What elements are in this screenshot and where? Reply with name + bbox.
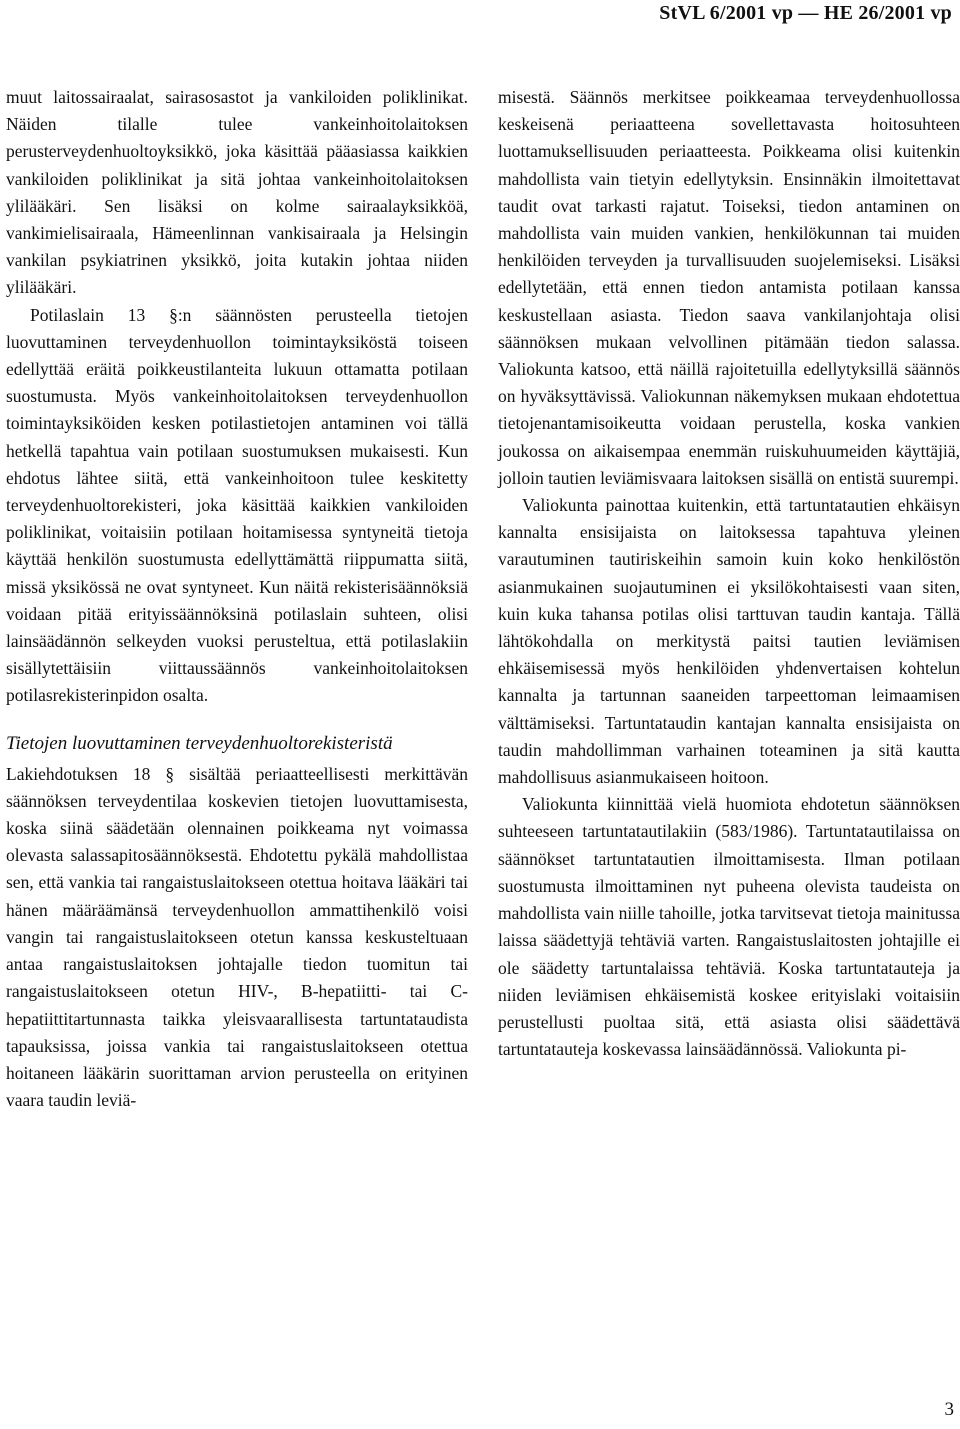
page-number: 3 [944, 1399, 954, 1420]
left-paragraph-3: Lakiehdotuksen 18 § sisältää periaatteellisesti merkittävän säännöksen terveydentilaa koskevien tietojen luovuttamisesta, koska siinä säädetään olennainen poikkeama nyt voimassa olevasta salassapitosäännöksestä. Ehdotettu pykälä mahdollistaa sen, että vankia tai rangaistuslaitokseen otettua hoitava lääkäri tai hänen määräämänsä terveydenhuollon ammattihenkilö voisi vangin tai rangaistuslaitokseen otetun kanssa keskusteltuaan antaa rangaistuslaitoksen johtajalle tiedon tuomitun tai rangaistuslaitokseen otetun HIV-, B-hepatiitti- tai C-hepatiittitartunnasta taikka yleisvaarallisesta tartuntataudista tapauksissa, joissa vankia tai rangaistuslaitokseen otettua hoitaneen lääkärin suorittaman arvion perusteella on erityinen vaara taudin leviä- [6, 763, 468, 1111]
right-column [498, 84, 960, 1063]
right-paragraph-2: Valiokunta painottaa kuitenkin, että tartuntatautien ehkäisyn kannalta ensisijaista on laitoksessa tapahtuva yleinen varautuminen tautiriskeihin samoin kuin koko henkilöstön asianmukainen suojautuminen ei yksilökohtaisesti vaan siten, kuin kuka tahansa potilas olisi tarttuvan taudin kantaja. Tällä lähtökohdalla on merkitystä paitsi tautien leviämisen ehkäisemisessä myös henkilöiden yhdenvertaisen kohtelun kannalta ja tartunnan saaneiden tarpeettoman leimaamisen välttämiseksi. Tartuntataudin kantajan kannalta ensisijaista on taudin mahdollimman varhainen toteaminen ja sitä kautta mahdollisuus asianmukaiseen hoitoon. [498, 495, 960, 788]
left-column [6, 84, 468, 1114]
section-subheading: Tietojen luovuttaminen terveydenhuoltorekisteristä [6, 732, 393, 754]
left-paragraph-1: muut laitossairaalat, sairasosastot ja vankiloiden poliklinikat. Näiden tilalle tulee vankeinhoitolaitoksen perusterveydenhuoltoyksikkö, joka käsittää pääasiassa kaikkien vankiloiden poliklinikat ja sitä johtaa vankeinhoitolaitoksen ylilääkäri. Sen lisäksi on kolme sairaalayksikköä, vankimielisairaala, Hämeenlinnan vankisairaala ja Helsingin vankilan psykiatrinen yksikkö, joita kutakin johtaa niiden ylilääkäri. [6, 87, 468, 298]
running-header: StVL 6/2001 vp — HE 26/2001 vp [659, 2, 952, 24]
left-paragraph-2: Potilaslain 13 §:n säännösten perusteella tietojen luovuttaminen terveydenhuollon toimintayksiköstä toiseen edellyttää eräitä poikkeustilanteita lukuun ottamatta potilaan suostumusta. Myös vankeinhoitolaitoksen terveydenhuollon toimintayksiköiden kesken potilastietojen antaminen voi tällä hetkellä tapahtua vain potilaan suostumuksen mukaisesti. Kun ehdotus lähtee siitä, että vankeinhoitoon tulee keskitetty terveydenhuoltorekisteri, joka käsittää kaikkien vankiloiden poliklinikat, voitaisiin potilaan hoitamisessa syntyneitä tietoja käyttää henkilön suostumusta edellyttämättä riippumatta siitä, missä yksikössä ne ovat syntyneet. Kun näitä rekisterisäännöksiä voidaan pitää erityissäännöksinä potilaslain suhteen, olisi lainsäädännön selkeyden vuoksi perusteltua, että potilaslakiin sisällytettäisiin viittaussäännös vankeinhoitolaitoksen potilasrekisterinpidon osalta. [6, 304, 468, 706]
right-paragraph-1: misestä. Säännös merkitsee poikkeamaa terveydenhuollossa keskeisenä periaatteena sovellettavasta hoitosuhteen luottamuksellisuuden periaatteesta. Poikkeama olisi kuitenkin mahdollista vain tietyin edellytyksin. Ensinnäkin ilmoitettavat taudit ovat tarkasti rajatut. Toiseksi, tiedon antaminen on mahdollista vain muiden vankien, henkilökunnan tai muiden henkilöiden terveyden ja turvallisuuden suojelemiseksi. Lisäksi edellytetään, että ennen tiedon antamista potilaan kanssa keskustellaan asiasta. Tiedon saava vankilanjohtaja olisi säännöksen mukaan velvollinen pitämään tiedon salassa. Valiokunta katsoo, että näillä rajoitetuilla edellytyksillä säännös on hyväksyttävissä. Valiokunnan näkemyksen mukaan ehdotettua tietojenantamisoikeutta voidaan perustella, koska vankien joukossa on aikaisempaa enemmän ruiskuhuumeiden käyttäjiä, jolloin tautien leviämisvaara laitoksen sisällä on entistä suurempi. [498, 87, 960, 488]
right-paragraph-3: Valiokunta kiinnittää vielä huomiota ehdotetun säännöksen suhteeseen tartuntatautilakiin (583/1986). Tartuntatautilaissa on säännökset tartuntatautien ilmoittamisesta. Ilman potilaan suostumusta ilmoittaminen nyt puheena olevista taudeista on mahdollista vain niille tahoille, jotka tarvitsevat tietoja mainitussa laissa säädettyjä tehtäviä varten. Rangaistuslaitosten johtajille ei ole säädetty tartuntalaissa tehtäviä. Koska tartuntatauteja ja niiden leviämisen ehkäisemistä koskee erityislaki voitaisiin perustellusti puoltaa sitä, että asiasta olisi säädettävä tartuntatauteja koskevassa lainsäädännössä. Valiokunta pi- [498, 794, 960, 1060]
